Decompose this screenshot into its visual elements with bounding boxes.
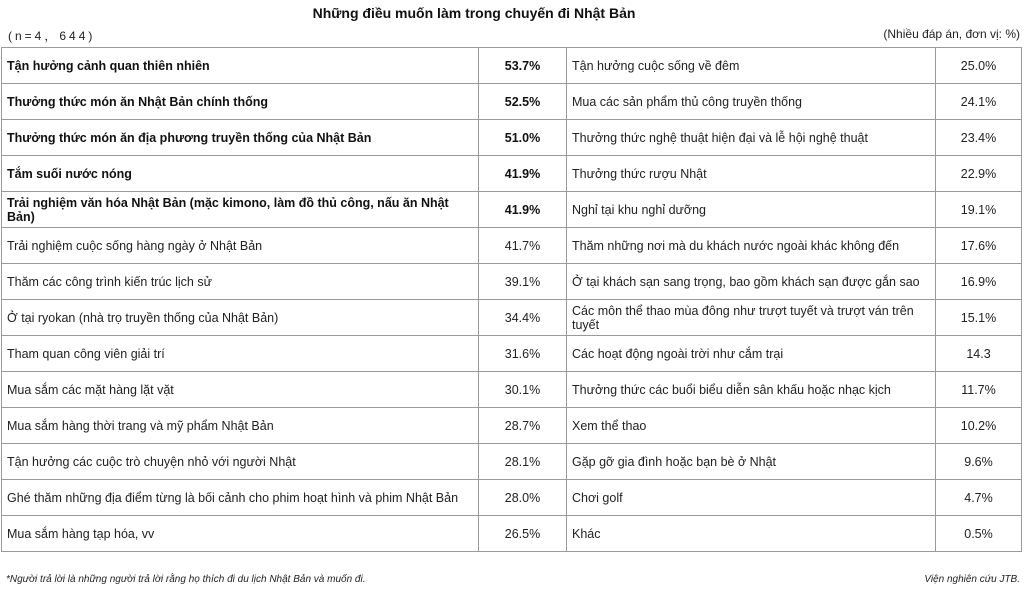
right-item-value: 11.7% bbox=[936, 372, 1022, 408]
left-item-value: 53.7% bbox=[479, 48, 567, 84]
right-item-value: 25.0% bbox=[936, 48, 1022, 84]
table-row bbox=[2, 300, 1022, 336]
table-row bbox=[2, 120, 1022, 156]
left-item-label: Tham quan công viên giải trí bbox=[2, 336, 479, 372]
left-item-value: 26.5% bbox=[479, 516, 567, 552]
right-item-label: Nghỉ tại khu nghỉ dưỡng bbox=[567, 192, 936, 228]
right-item-value: 17.6% bbox=[936, 228, 1022, 264]
chart-title: Những điều muốn làm trong chuyến đi Nhật Bản bbox=[312, 5, 636, 21]
right-item-label: Các môn thể thao mùa đông như trượt tuyết và trượt ván trên tuyết bbox=[567, 300, 936, 336]
left-item-label: Mua sắm các mặt hàng lặt vặt bbox=[2, 372, 479, 408]
table-row bbox=[2, 444, 1022, 480]
right-item-value: 10.2% bbox=[936, 408, 1022, 444]
table-row bbox=[2, 84, 1022, 120]
left-item-label: Trải nghiệm cuộc sống hàng ngày ở Nhật Bản bbox=[2, 228, 479, 264]
right-item-value: 16.9% bbox=[936, 264, 1022, 300]
right-item-label: Khác bbox=[567, 516, 936, 552]
right-item-value: 9.6% bbox=[936, 444, 1022, 480]
left-item-label: Thưởng thức món ăn địa phương truyền thống của Nhật Bản bbox=[2, 120, 479, 156]
right-item-value: 4.7% bbox=[936, 480, 1022, 516]
right-item-value: 0.5% bbox=[936, 516, 1022, 552]
right-item-value: 14.3 bbox=[936, 336, 1022, 372]
left-item-label: Thăm các công trình kiến trúc lịch sử bbox=[2, 264, 479, 300]
table-row bbox=[2, 192, 1022, 228]
table-row bbox=[2, 516, 1022, 552]
table-row bbox=[2, 480, 1022, 516]
table-row bbox=[2, 408, 1022, 444]
left-item-value: 51.0% bbox=[479, 120, 567, 156]
right-item-label: Tận hưởng cuộc sống về đêm bbox=[567, 48, 936, 84]
right-item-label: Ở tại khách sạn sang trọng, bao gồm khách sạn được gắn sao bbox=[567, 264, 936, 300]
table-row bbox=[2, 156, 1022, 192]
left-item-label: Ghé thăm những địa điểm từng là bối cảnh cho phim hoạt hình và phim Nhật Bản bbox=[2, 480, 479, 516]
right-item-label: Thưởng thức các buổi biểu diễn sân khấu hoặc nhạc kịch bbox=[567, 372, 936, 408]
left-item-label: Trải nghiệm văn hóa Nhật Bản (mặc kimono, làm đồ thủ công, nấu ăn Nhật Bản) bbox=[2, 192, 479, 228]
left-item-value: 28.1% bbox=[479, 444, 567, 480]
left-item-label: Mua sắm hàng thời trang và mỹ phẩm Nhật Bản bbox=[2, 408, 479, 444]
left-item-label: Tận hưởng cảnh quan thiên nhiên bbox=[2, 48, 479, 84]
left-item-value: 39.1% bbox=[479, 264, 567, 300]
table-row bbox=[2, 264, 1022, 300]
survey-table-body bbox=[2, 48, 1022, 552]
left-item-label: Tận hưởng các cuộc trò chuyện nhỏ với người Nhật bbox=[2, 444, 479, 480]
table-row bbox=[2, 336, 1022, 372]
survey-table bbox=[1, 47, 1022, 552]
table-row bbox=[2, 228, 1022, 264]
right-item-value: 15.1% bbox=[936, 300, 1022, 336]
table-row bbox=[2, 48, 1022, 84]
right-item-label: Thưởng thức rượu Nhật bbox=[567, 156, 936, 192]
left-item-value: 31.6% bbox=[479, 336, 567, 372]
right-item-value: 23.4% bbox=[936, 120, 1022, 156]
left-item-value: 41.9% bbox=[479, 192, 567, 228]
left-item-label: Tắm suối nước nóng bbox=[2, 156, 479, 192]
sample-size-note: (n=4，644) bbox=[8, 29, 96, 43]
right-item-label: Thưởng thức nghệ thuật hiện đại và lễ hội nghệ thuật bbox=[567, 120, 936, 156]
left-item-label: Thưởng thức món ăn Nhật Bản chính thống bbox=[2, 84, 479, 120]
right-item-label: Mua các sản phẩm thủ công truyền thống bbox=[567, 84, 936, 120]
left-item-value: 52.5% bbox=[479, 84, 567, 120]
left-item-value: 28.7% bbox=[479, 408, 567, 444]
left-item-value: 34.4% bbox=[479, 300, 567, 336]
right-item-value: 19.1% bbox=[936, 192, 1022, 228]
left-item-label: Ở tại ryokan (nhà trọ truyền thống của Nhật Bản) bbox=[2, 300, 479, 336]
right-item-value: 22.9% bbox=[936, 156, 1022, 192]
right-item-label: Xem thể thao bbox=[567, 408, 936, 444]
left-item-value: 41.7% bbox=[479, 228, 567, 264]
unit-note: (Nhiều đáp án, đơn vị: %) bbox=[883, 27, 1020, 41]
right-item-label: Gặp gỡ gia đình hoặc bạn bè ở Nhật bbox=[567, 444, 936, 480]
right-item-label: Thăm những nơi mà du khách nước ngoài khác không đến bbox=[567, 228, 936, 264]
right-item-label: Chơi golf bbox=[567, 480, 936, 516]
left-item-value: 28.0% bbox=[479, 480, 567, 516]
footnote: *Người trả lời là những người trả lời rằng họ thích đi du lịch Nhật Bản và muốn đi. bbox=[6, 574, 366, 585]
left-item-value: 41.9% bbox=[479, 156, 567, 192]
left-item-label: Mua sắm hàng tạp hóa, vv bbox=[2, 516, 479, 552]
left-item-value: 30.1% bbox=[479, 372, 567, 408]
right-item-value: 24.1% bbox=[936, 84, 1022, 120]
table-row bbox=[2, 372, 1022, 408]
right-item-label: Các hoạt động ngoài trời như cắm trại bbox=[567, 336, 936, 372]
source-note: Viện nghiên cứu JTB. bbox=[924, 574, 1020, 585]
